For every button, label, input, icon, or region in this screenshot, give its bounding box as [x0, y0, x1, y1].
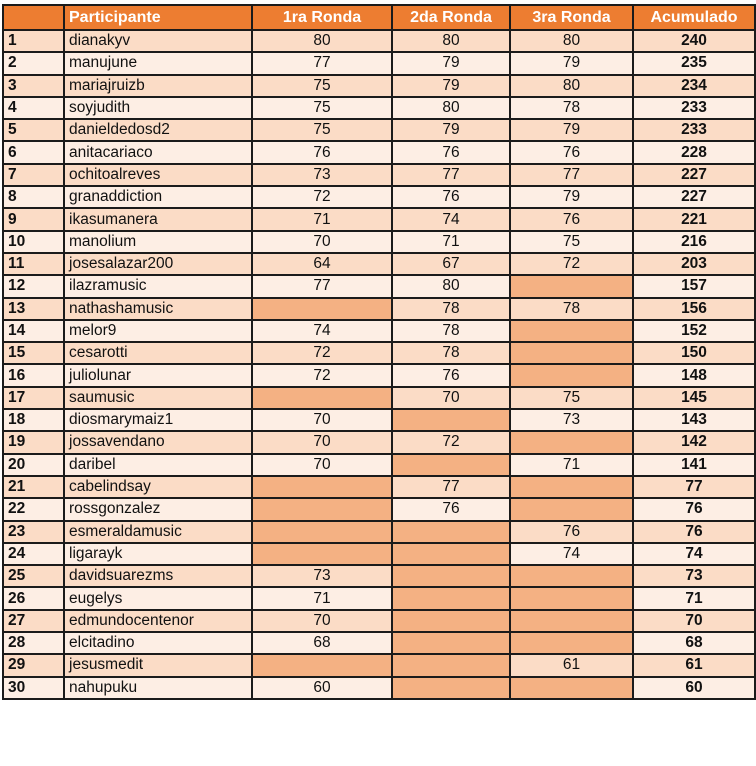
table-row — [3, 298, 755, 320]
participant-cell: danieldedosd2 — [64, 119, 252, 141]
rank-cell: 15 — [3, 342, 64, 364]
round-1-cell — [252, 298, 392, 320]
total-cell: 71 — [633, 587, 755, 609]
round-1-cell: 70 — [252, 409, 392, 431]
total-cell: 203 — [633, 253, 755, 275]
round-2-cell: 79 — [392, 119, 510, 141]
participant-cell: jossavendano — [64, 431, 252, 453]
total-cell: 74 — [633, 543, 755, 565]
total-cell: 152 — [633, 320, 755, 342]
table-row — [3, 543, 755, 565]
round-3-cell — [510, 632, 633, 654]
participant-cell: ilazramusic — [64, 275, 252, 297]
participant-cell: mariajruizb — [64, 75, 252, 97]
total-cell: 156 — [633, 298, 755, 320]
total-cell: 73 — [633, 565, 755, 587]
round-1-cell — [252, 521, 392, 543]
total-cell: 76 — [633, 498, 755, 520]
table-row — [3, 52, 755, 74]
participant-cell: anitacariaco — [64, 141, 252, 163]
table-row — [3, 164, 755, 186]
rank-cell: 28 — [3, 632, 64, 654]
participant-cell: ikasumanera — [64, 208, 252, 230]
round-3-cell: 76 — [510, 521, 633, 543]
participant-cell: soyjudith — [64, 97, 252, 119]
round-3-cell — [510, 476, 633, 498]
round-1-cell: 73 — [252, 164, 392, 186]
round-3-cell — [510, 342, 633, 364]
round-3-cell — [510, 431, 633, 453]
round-2-cell — [392, 521, 510, 543]
round-2-cell — [392, 454, 510, 476]
rank-cell: 27 — [3, 610, 64, 632]
participant-cell: rossgonzalez — [64, 498, 252, 520]
round-1-cell — [252, 387, 392, 409]
table-row — [3, 97, 755, 119]
round-1-cell: 64 — [252, 253, 392, 275]
rank-cell: 24 — [3, 543, 64, 565]
participant-cell: cesarotti — [64, 342, 252, 364]
round-2-cell: 78 — [392, 298, 510, 320]
header-round-2: 2da Ronda — [392, 5, 510, 30]
round-2-cell — [392, 654, 510, 676]
round-2-cell: 72 — [392, 431, 510, 453]
round-2-cell: 77 — [392, 164, 510, 186]
round-3-cell — [510, 610, 633, 632]
rank-cell: 8 — [3, 186, 64, 208]
rank-cell: 1 — [3, 30, 64, 52]
participant-cell: diosmarymaiz1 — [64, 409, 252, 431]
round-3-cell — [510, 677, 633, 699]
round-3-cell: 79 — [510, 119, 633, 141]
round-2-cell: 67 — [392, 253, 510, 275]
round-1-cell: 68 — [252, 632, 392, 654]
table-row — [3, 610, 755, 632]
participant-cell: daribel — [64, 454, 252, 476]
table-row — [3, 320, 755, 342]
rank-cell: 16 — [3, 364, 64, 386]
round-2-cell — [392, 677, 510, 699]
round-3-cell: 80 — [510, 75, 633, 97]
total-cell: 60 — [633, 677, 755, 699]
table-row — [3, 654, 755, 676]
table-row — [3, 632, 755, 654]
round-3-cell: 71 — [510, 454, 633, 476]
rank-cell: 6 — [3, 141, 64, 163]
header-participant: Participante — [64, 5, 252, 30]
rank-cell: 25 — [3, 565, 64, 587]
participant-cell: ligarayk — [64, 543, 252, 565]
total-cell: 68 — [633, 632, 755, 654]
table-row — [3, 141, 755, 163]
total-cell: 227 — [633, 186, 755, 208]
total-cell: 240 — [633, 30, 755, 52]
round-2-cell: 80 — [392, 97, 510, 119]
round-1-cell: 77 — [252, 275, 392, 297]
rank-cell: 21 — [3, 476, 64, 498]
table-row — [3, 498, 755, 520]
round-1-cell: 71 — [252, 587, 392, 609]
round-2-cell — [392, 409, 510, 431]
round-1-cell: 70 — [252, 231, 392, 253]
table-row — [3, 275, 755, 297]
round-3-cell: 78 — [510, 97, 633, 119]
table-row — [3, 409, 755, 431]
round-2-cell: 80 — [392, 275, 510, 297]
round-3-cell: 61 — [510, 654, 633, 676]
table-row — [3, 75, 755, 97]
rank-cell: 26 — [3, 587, 64, 609]
rank-cell: 12 — [3, 275, 64, 297]
table-body — [3, 30, 755, 699]
round-3-cell: 76 — [510, 141, 633, 163]
round-2-cell — [392, 610, 510, 632]
total-cell: 233 — [633, 119, 755, 141]
round-1-cell: 70 — [252, 610, 392, 632]
table-row — [3, 208, 755, 230]
header-row — [3, 5, 755, 30]
round-1-cell: 75 — [252, 97, 392, 119]
round-3-cell: 73 — [510, 409, 633, 431]
table-row — [3, 587, 755, 609]
total-cell: 145 — [633, 387, 755, 409]
table-row — [3, 431, 755, 453]
total-cell: 142 — [633, 431, 755, 453]
round-2-cell: 76 — [392, 141, 510, 163]
table-row — [3, 521, 755, 543]
round-1-cell: 76 — [252, 141, 392, 163]
round-1-cell: 72 — [252, 342, 392, 364]
total-cell: 157 — [633, 275, 755, 297]
round-3-cell: 78 — [510, 298, 633, 320]
round-3-cell: 76 — [510, 208, 633, 230]
round-2-cell: 79 — [392, 52, 510, 74]
header-round-3: 3ra Ronda — [510, 5, 633, 30]
round-1-cell: 72 — [252, 186, 392, 208]
rank-cell: 22 — [3, 498, 64, 520]
total-cell: 216 — [633, 231, 755, 253]
table-row — [3, 231, 755, 253]
rank-cell: 20 — [3, 454, 64, 476]
rank-cell: 23 — [3, 521, 64, 543]
table-row — [3, 454, 755, 476]
rank-cell: 18 — [3, 409, 64, 431]
total-cell: 150 — [633, 342, 755, 364]
round-3-cell: 75 — [510, 387, 633, 409]
header-round-1: 1ra Ronda — [252, 5, 392, 30]
round-1-cell: 60 — [252, 677, 392, 699]
participant-cell: esmeraldamusic — [64, 521, 252, 543]
round-3-cell: 77 — [510, 164, 633, 186]
participant-cell: edmundocentenor — [64, 610, 252, 632]
participant-cell: eugelys — [64, 587, 252, 609]
round-2-cell: 78 — [392, 320, 510, 342]
round-3-cell — [510, 565, 633, 587]
round-1-cell: 70 — [252, 454, 392, 476]
rank-cell: 14 — [3, 320, 64, 342]
rank-cell: 2 — [3, 52, 64, 74]
rank-cell: 13 — [3, 298, 64, 320]
total-cell: 221 — [633, 208, 755, 230]
table-row — [3, 565, 755, 587]
participant-cell: melor9 — [64, 320, 252, 342]
round-3-cell: 79 — [510, 52, 633, 74]
round-2-cell — [392, 587, 510, 609]
participant-cell: juliolunar — [64, 364, 252, 386]
total-cell: 61 — [633, 654, 755, 676]
scores-table — [2, 4, 756, 700]
round-2-cell: 71 — [392, 231, 510, 253]
round-2-cell — [392, 632, 510, 654]
round-2-cell — [392, 565, 510, 587]
round-2-cell: 76 — [392, 364, 510, 386]
participant-cell: nahupuku — [64, 677, 252, 699]
participant-cell: davidsuarezms — [64, 565, 252, 587]
round-2-cell: 76 — [392, 186, 510, 208]
total-cell: 228 — [633, 141, 755, 163]
round-2-cell: 78 — [392, 342, 510, 364]
round-3-cell — [510, 275, 633, 297]
rank-cell: 10 — [3, 231, 64, 253]
rank-cell: 7 — [3, 164, 64, 186]
rank-cell: 30 — [3, 677, 64, 699]
rank-cell: 9 — [3, 208, 64, 230]
table-header — [3, 5, 755, 30]
rank-cell: 19 — [3, 431, 64, 453]
total-cell: 233 — [633, 97, 755, 119]
round-3-cell: 79 — [510, 186, 633, 208]
header-rank — [3, 5, 64, 30]
round-1-cell: 72 — [252, 364, 392, 386]
rank-cell: 11 — [3, 253, 64, 275]
round-3-cell: 72 — [510, 253, 633, 275]
round-3-cell — [510, 364, 633, 386]
round-1-cell — [252, 543, 392, 565]
round-1-cell: 80 — [252, 30, 392, 52]
table-row — [3, 387, 755, 409]
round-3-cell: 74 — [510, 543, 633, 565]
total-cell: 70 — [633, 610, 755, 632]
round-1-cell: 74 — [252, 320, 392, 342]
rank-cell: 5 — [3, 119, 64, 141]
rank-cell: 3 — [3, 75, 64, 97]
participant-cell: manolium — [64, 231, 252, 253]
round-2-cell: 80 — [392, 30, 510, 52]
round-2-cell — [392, 543, 510, 565]
round-2-cell: 79 — [392, 75, 510, 97]
round-1-cell — [252, 498, 392, 520]
round-1-cell — [252, 654, 392, 676]
table-row — [3, 342, 755, 364]
table-row — [3, 186, 755, 208]
round-1-cell — [252, 476, 392, 498]
round-3-cell: 80 — [510, 30, 633, 52]
total-cell: 76 — [633, 521, 755, 543]
participant-cell: dianakyv — [64, 30, 252, 52]
participant-cell: jesusmedit — [64, 654, 252, 676]
total-cell: 143 — [633, 409, 755, 431]
participant-cell: granaddiction — [64, 186, 252, 208]
participant-cell: cabelindsay — [64, 476, 252, 498]
rank-cell: 29 — [3, 654, 64, 676]
participant-cell: manujune — [64, 52, 252, 74]
round-1-cell: 75 — [252, 75, 392, 97]
total-cell: 141 — [633, 454, 755, 476]
round-2-cell: 76 — [392, 498, 510, 520]
table-row — [3, 253, 755, 275]
total-cell: 148 — [633, 364, 755, 386]
participant-cell: saumusic — [64, 387, 252, 409]
round-3-cell — [510, 320, 633, 342]
round-1-cell: 75 — [252, 119, 392, 141]
total-cell: 235 — [633, 52, 755, 74]
participant-cell: elcitadino — [64, 632, 252, 654]
round-3-cell — [510, 498, 633, 520]
participant-cell: josesalazar200 — [64, 253, 252, 275]
round-2-cell: 74 — [392, 208, 510, 230]
round-2-cell: 70 — [392, 387, 510, 409]
rank-cell: 17 — [3, 387, 64, 409]
round-3-cell: 75 — [510, 231, 633, 253]
table-row — [3, 119, 755, 141]
round-2-cell: 77 — [392, 476, 510, 498]
rank-cell: 4 — [3, 97, 64, 119]
total-cell: 234 — [633, 75, 755, 97]
round-1-cell: 70 — [252, 431, 392, 453]
participant-cell: ochitoalreves — [64, 164, 252, 186]
table-row — [3, 30, 755, 52]
round-1-cell: 71 — [252, 208, 392, 230]
round-1-cell: 77 — [252, 52, 392, 74]
table-row — [3, 364, 755, 386]
total-cell: 227 — [633, 164, 755, 186]
round-3-cell — [510, 587, 633, 609]
table-row — [3, 677, 755, 699]
participant-cell: nathashamusic — [64, 298, 252, 320]
round-1-cell: 73 — [252, 565, 392, 587]
header-total: Acumulado — [633, 5, 755, 30]
table-row — [3, 476, 755, 498]
total-cell: 77 — [633, 476, 755, 498]
